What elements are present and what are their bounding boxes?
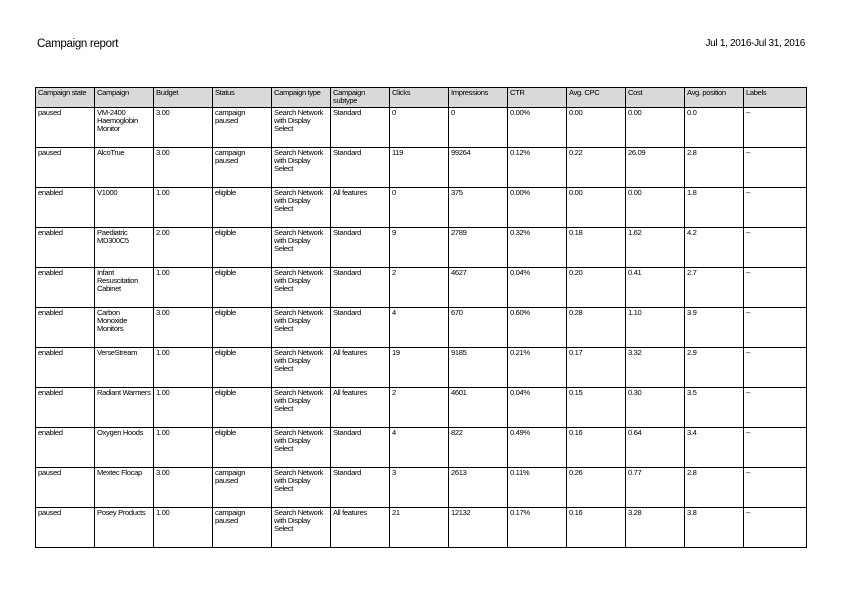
table-cell: 119	[390, 148, 449, 188]
table-cell: 3.00	[154, 308, 213, 348]
table-cell: --	[744, 228, 807, 268]
table-cell: enabled	[36, 308, 95, 348]
table-cell: 3.5	[685, 388, 744, 428]
table-cell: 0.17	[567, 348, 626, 388]
table-cell: Standard	[331, 148, 390, 188]
column-header: Labels	[744, 88, 807, 108]
column-header: Status	[213, 88, 272, 108]
table-cell: 9	[390, 228, 449, 268]
table-cell: 0.16	[567, 508, 626, 548]
table-cell: Infant Resuscitation Cabinet	[95, 268, 154, 308]
table-cell: 0.00%	[508, 188, 567, 228]
table-cell: 375	[449, 188, 508, 228]
table-cell: 2613	[449, 468, 508, 508]
table-cell: 0.04%	[508, 388, 567, 428]
table-cell: Search Network with Display Select	[272, 308, 331, 348]
table-cell: Search Network with Display Select	[272, 348, 331, 388]
table-cell: eligible	[213, 188, 272, 228]
table-cell: 2.8	[685, 468, 744, 508]
table-cell: Search Network with Display Select	[272, 148, 331, 188]
table-cell: 0.49%	[508, 428, 567, 468]
table-cell: 1.00	[154, 188, 213, 228]
table-cell: 99264	[449, 148, 508, 188]
table-cell: All features	[331, 508, 390, 548]
table-cell: All features	[331, 348, 390, 388]
table-cell: Search Network with Display Select	[272, 268, 331, 308]
table-cell: 0.0	[685, 108, 744, 148]
table-cell: eligible	[213, 428, 272, 468]
table-cell: --	[744, 348, 807, 388]
table-cell: 1.00	[154, 348, 213, 388]
table-cell: 0.60%	[508, 308, 567, 348]
table-row	[36, 188, 807, 228]
table-cell: 3	[390, 468, 449, 508]
table-cell: 0	[449, 108, 508, 148]
table-cell: Search Network with Display Select	[272, 188, 331, 228]
table-cell: 2.8	[685, 148, 744, 188]
table-cell: enabled	[36, 228, 95, 268]
table-cell: 2	[390, 268, 449, 308]
table-cell: 26.09	[626, 148, 685, 188]
table-cell: Posey Products	[95, 508, 154, 548]
column-header: CTR	[508, 88, 567, 108]
table-cell: campaign paused	[213, 108, 272, 148]
table-cell: Radiant Warmers	[95, 388, 154, 428]
table-cell: 0.21%	[508, 348, 567, 388]
table-cell: campaign paused	[213, 508, 272, 548]
table-cell: --	[744, 268, 807, 308]
table-row	[36, 468, 807, 508]
table-cell: 0.26	[567, 468, 626, 508]
table-row	[36, 228, 807, 268]
table-cell: paused	[36, 468, 95, 508]
table-cell: 0.00	[626, 188, 685, 228]
table-cell: 1.62	[626, 228, 685, 268]
table-cell: --	[744, 108, 807, 148]
column-header: Clicks	[390, 88, 449, 108]
table-row	[36, 148, 807, 188]
table-cell: 0.11%	[508, 468, 567, 508]
table-cell: --	[744, 308, 807, 348]
table-cell: 0.00%	[508, 108, 567, 148]
table-cell: 9185	[449, 348, 508, 388]
table-cell: AlcoTrue	[95, 148, 154, 188]
table-cell: 4627	[449, 268, 508, 308]
table-cell: --	[744, 388, 807, 428]
table-cell: --	[744, 188, 807, 228]
table-cell: 1.10	[626, 308, 685, 348]
table-cell: 1.00	[154, 508, 213, 548]
table-row	[36, 348, 807, 388]
column-header: Avg. position	[685, 88, 744, 108]
table-cell: campaign paused	[213, 148, 272, 188]
table-cell: 0.41	[626, 268, 685, 308]
table-cell: Search Network with Display Select	[272, 508, 331, 548]
table-cell: campaign paused	[213, 468, 272, 508]
table-cell: 0.28	[567, 308, 626, 348]
table-body	[36, 108, 807, 548]
column-header: Avg. CPC	[567, 88, 626, 108]
table-cell: enabled	[36, 188, 95, 228]
table-cell: enabled	[36, 268, 95, 308]
table-cell: All features	[331, 388, 390, 428]
campaign-table	[35, 87, 807, 548]
table-cell: paused	[36, 108, 95, 148]
table-cell: 3.00	[154, 148, 213, 188]
column-header: Budget	[154, 88, 213, 108]
table-cell: enabled	[36, 388, 95, 428]
table-cell: 0.15	[567, 388, 626, 428]
table-cell: eligible	[213, 308, 272, 348]
table-cell: 1.8	[685, 188, 744, 228]
table-cell: Search Network with Display Select	[272, 108, 331, 148]
table-cell: Search Network with Display Select	[272, 468, 331, 508]
table-cell: 2.00	[154, 228, 213, 268]
column-header: Campaign type	[272, 88, 331, 108]
table-cell: 3.00	[154, 468, 213, 508]
table-row	[36, 108, 807, 148]
table-cell: Standard	[331, 268, 390, 308]
table-cell: 3.28	[626, 508, 685, 548]
table-cell: eligible	[213, 388, 272, 428]
table-cell: 670	[449, 308, 508, 348]
table-cell: 2.9	[685, 348, 744, 388]
table-row	[36, 428, 807, 468]
header-row	[36, 88, 807, 108]
table-cell: 0.32%	[508, 228, 567, 268]
table-cell: 2789	[449, 228, 508, 268]
table-cell: 0.04%	[508, 268, 567, 308]
table-cell: Search Network with Display Select	[272, 228, 331, 268]
table-row	[36, 308, 807, 348]
table-cell: Search Network with Display Select	[272, 428, 331, 468]
table-cell: 3.9	[685, 308, 744, 348]
table-cell: 3.00	[154, 108, 213, 148]
table-cell: enabled	[36, 348, 95, 388]
table-cell: 3.32	[626, 348, 685, 388]
table-cell: 0.16	[567, 428, 626, 468]
table-cell: 0.64	[626, 428, 685, 468]
table-cell: eligible	[213, 228, 272, 268]
table-cell: 0.22	[567, 148, 626, 188]
table-cell: 0.77	[626, 468, 685, 508]
table-cell: paused	[36, 508, 95, 548]
table-cell: --	[744, 148, 807, 188]
table-cell: 0.18	[567, 228, 626, 268]
table-cell: Search Network with Display Select	[272, 388, 331, 428]
table-cell: 3.4	[685, 428, 744, 468]
table-cell: Carbon Monoxide Monitors	[95, 308, 154, 348]
column-header: Campaign subtype	[331, 88, 390, 108]
table-cell: Standard	[331, 108, 390, 148]
table-cell: All features	[331, 188, 390, 228]
table-cell: --	[744, 428, 807, 468]
table-cell: 0.17%	[508, 508, 567, 548]
table-cell: 4601	[449, 388, 508, 428]
date-range: Jul 1, 2016-Jul 31, 2016	[705, 38, 805, 49]
column-header: Impressions	[449, 88, 508, 108]
column-header: Campaign state	[36, 88, 95, 108]
table-cell: 2.7	[685, 268, 744, 308]
table-cell: Paediatric MD300C5	[95, 228, 154, 268]
table-cell: Standard	[331, 308, 390, 348]
table-cell: 0.00	[567, 188, 626, 228]
table-row	[36, 268, 807, 308]
table-cell: 4.2	[685, 228, 744, 268]
table-cell: 0	[390, 188, 449, 228]
table-cell: eligible	[213, 348, 272, 388]
table-cell: 0.12%	[508, 148, 567, 188]
column-header: Campaign	[95, 88, 154, 108]
table-cell: Mextec Flocap	[95, 468, 154, 508]
table-cell: VM-2400 Haemoglobin Monitor	[95, 108, 154, 148]
table-cell: 1.00	[154, 268, 213, 308]
table-cell: 0	[390, 108, 449, 148]
page-title: Campaign report	[37, 38, 119, 50]
table-cell: Standard	[331, 428, 390, 468]
table-cell: 1.00	[154, 428, 213, 468]
table-cell: 21	[390, 508, 449, 548]
table-cell: 12132	[449, 508, 508, 548]
table-row	[36, 388, 807, 428]
table-cell: 0.20	[567, 268, 626, 308]
table-cell: V1000	[95, 188, 154, 228]
table-cell: 2	[390, 388, 449, 428]
table-cell: VerseStream	[95, 348, 154, 388]
table-cell: 0.00	[567, 108, 626, 148]
table-cell: enabled	[36, 428, 95, 468]
table-cell: --	[744, 468, 807, 508]
table-row	[36, 508, 807, 548]
table-cell: --	[744, 508, 807, 548]
table-cell: Standard	[331, 468, 390, 508]
table-cell: 4	[390, 428, 449, 468]
table-cell: 0.30	[626, 388, 685, 428]
table-cell: 0.00	[626, 108, 685, 148]
table-cell: 3.8	[685, 508, 744, 548]
table-cell: Oxygen Hoods	[95, 428, 154, 468]
table-cell: 19	[390, 348, 449, 388]
column-header: Cost	[626, 88, 685, 108]
table-cell: 822	[449, 428, 508, 468]
table-cell: Standard	[331, 228, 390, 268]
table-cell: 1.00	[154, 388, 213, 428]
table-cell: paused	[36, 148, 95, 188]
table-cell: eligible	[213, 268, 272, 308]
table-cell: 4	[390, 308, 449, 348]
